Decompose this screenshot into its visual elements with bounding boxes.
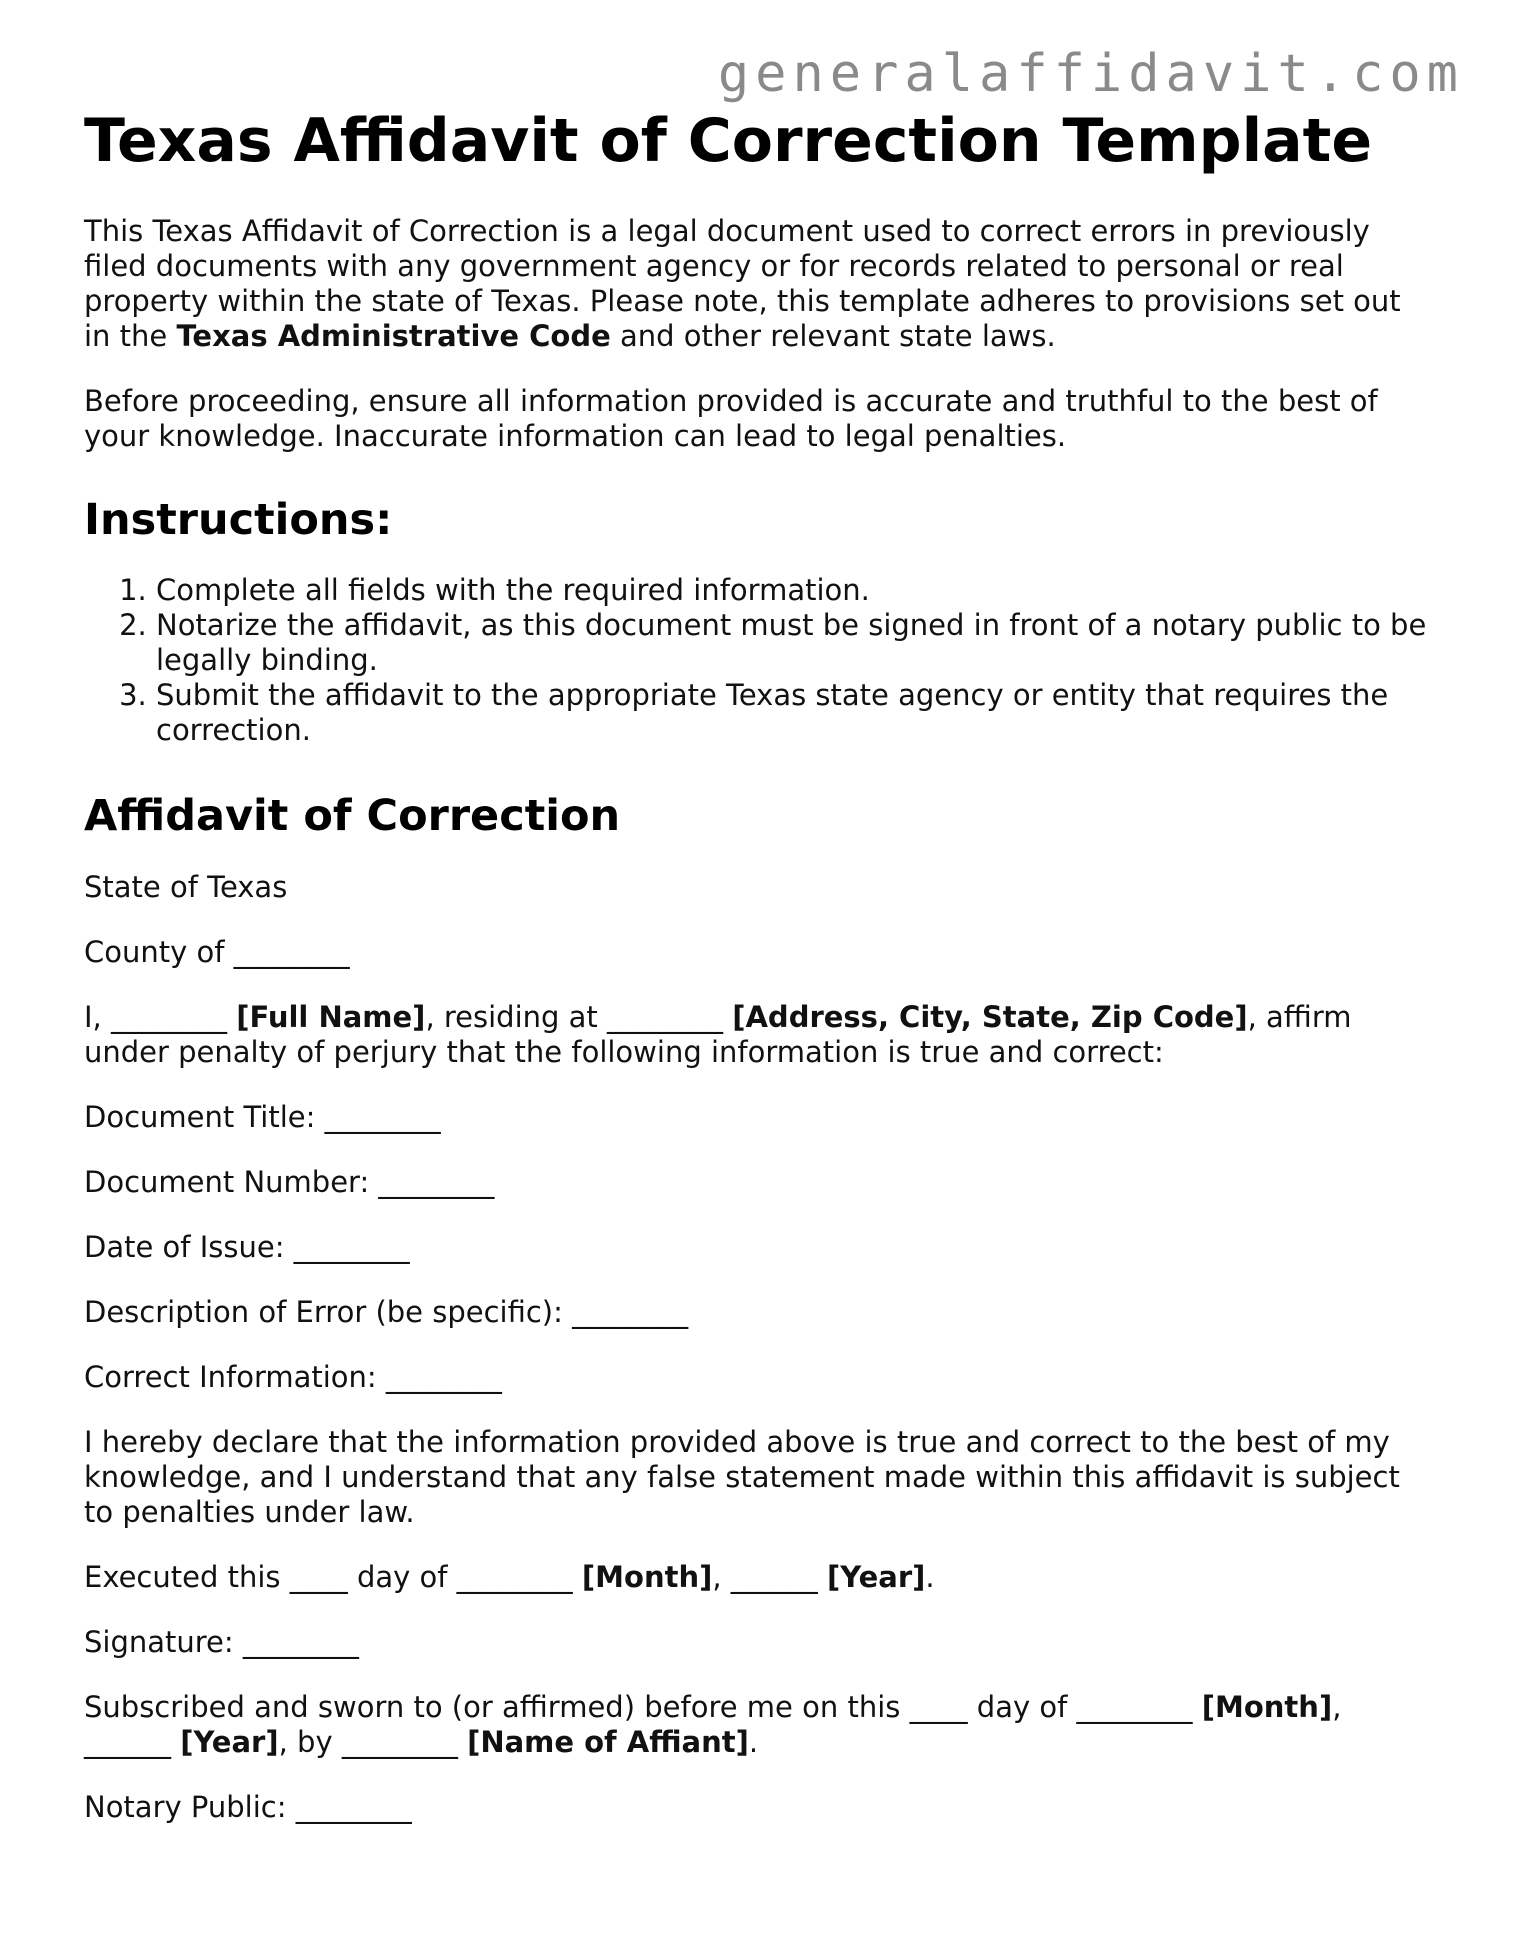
- document-title-field: Document Title: ________: [84, 1099, 441, 1134]
- month-placeholder: [Month]: [581, 1559, 713, 1594]
- intro-text: This Texas Affidavit of Correction is a legal document used to correct errors in previously filed documents with any government agency or for records related to personal or real property within the state of Texas. Please note, this template adheres to provisions set out in the: [84, 214, 1401, 353]
- executed-text: .: [925, 1559, 935, 1594]
- year-placeholder: [Year]: [827, 1559, 926, 1594]
- intro-paragraph: [84, 214, 1434, 354]
- declarant-text: , affirm under penalty of perjury that the following information is true and correct:: [84, 999, 1352, 1069]
- watermark: generalaffidavit.com: [717, 44, 1464, 104]
- document-number-field: Document Number: ________: [84, 1164, 495, 1199]
- declarant-text: , residing at ________: [425, 999, 733, 1034]
- full-name-placeholder: [Full Name]: [236, 999, 426, 1034]
- state-line: State of Texas: [84, 869, 288, 904]
- list-item: 1. Complete all fields with the required information.: [156, 573, 1434, 608]
- document-page: [84, 100, 1434, 1855]
- error-description-field: Description of Error (be specific): ________: [84, 1294, 689, 1329]
- county-line: County of ________: [84, 934, 350, 969]
- list-item: 3. Submit the affidavit to the appropriate Texas state agency or entity that requires the correction.: [156, 678, 1434, 748]
- list-item: 2. Notarize the affidavit, as this document must be signed in front of a notary public to be legally binding.: [156, 608, 1434, 678]
- affidavit-heading: Affidavit of Correction: [84, 791, 621, 842]
- instructions-heading: Instructions:: [84, 495, 393, 545]
- affiant-name-placeholder: [Name of Affiant]: [467, 1724, 749, 1759]
- subscribed-text: .: [748, 1724, 759, 1759]
- declarant-paragraph: [84, 1000, 1434, 1070]
- page-title: Texas Affidavit of Correction Template: [84, 106, 1373, 176]
- declaration-paragraph: I hereby declare that the information provided above is true and correct to the best of my knowledge, and I understand that any false statement made within this affidavit is subject to penalties under law.: [84, 1424, 1400, 1529]
- month-placeholder: [Month]: [1201, 1689, 1333, 1724]
- correct-information-field: Correct Information: ________: [84, 1359, 502, 1394]
- instructions-list: [84, 573, 1434, 748]
- subscribed-text: , by ________: [278, 1724, 468, 1759]
- executed-text: Executed this ____ day of ________: [84, 1559, 582, 1594]
- intro-bold-code: Texas Administrative Code: [176, 319, 611, 353]
- executed-line: [84, 1560, 1434, 1595]
- year-placeholder: [Year]: [180, 1724, 279, 1759]
- notary-line: Notary Public: ________: [84, 1789, 412, 1824]
- address-placeholder: [Address, City, State, Zip Code]: [732, 999, 1248, 1034]
- date-of-issue-field: Date of Issue: ________: [84, 1229, 410, 1264]
- signature-line: Signature: ________: [84, 1624, 359, 1659]
- declarant-text: I, ________: [84, 999, 237, 1034]
- intro-note: Before proceeding, ensure all information provided is accurate and truthful to the best of your knowledge. Inaccurate information can lead to legal penalties.: [84, 384, 1378, 453]
- intro-text-end: and other relevant state laws.: [610, 319, 1056, 353]
- subscribed-paragraph: [84, 1690, 1434, 1760]
- executed-text: , ______: [712, 1559, 828, 1594]
- subscribed-text: Subscribed and sworn to (or affirmed) before me on this ____ day of ________: [84, 1689, 1202, 1724]
- subscribed-text: , ______: [84, 1689, 1342, 1759]
